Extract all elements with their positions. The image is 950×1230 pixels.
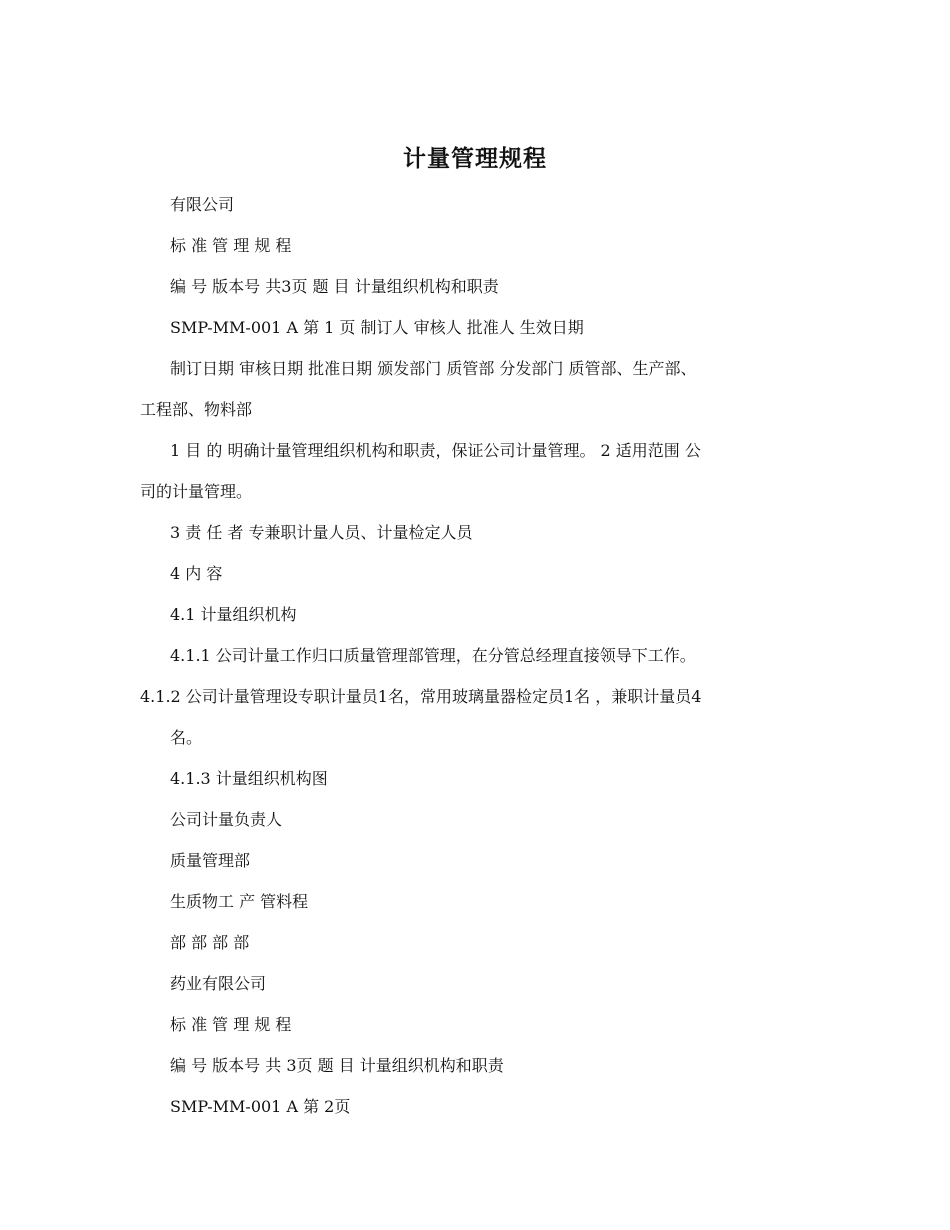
scope-continued-line: 司的计量管理。 [140, 482, 253, 501]
header-values-page2: SMP-MM-001 A 第 2页 [170, 1097, 351, 1116]
section-4-1-2-continued: 名。 [170, 728, 203, 747]
dates-departments-line: 制订日期 审核日期 批准日期 颁发部门 质管部 分发部门 质管部、生产部、 [170, 359, 697, 378]
purpose-scope-line: 1 目 的 明确计量管理组织机构和职责，保证公司计量管理。 2 适用范围 公 [170, 441, 701, 460]
section-4-1-2: 4.1.2 公司计量管理设专职计量员1名，常用玻璃量器检定员1名 ，兼职计量员4 [140, 687, 702, 706]
content-heading: 4 内 容 [170, 564, 223, 583]
responsible-line: 3 责 任 者 专兼职计量人员、计量检定人员 [170, 523, 473, 542]
header-fields-page2: 编 号 版本号 共 3页 题 目 计量组织机构和职责 [170, 1056, 504, 1075]
departments-continued-line: 工程部、物料部 [140, 400, 253, 419]
org-chart-departments-suffix: 部 部 部 部 [170, 933, 250, 952]
org-chart-top: 公司计量负责人 [170, 810, 283, 829]
org-chart-quality-dept: 质量管理部 [170, 851, 251, 870]
section-4-1-1: 4.1.1 公司计量工作归口质量管理部管理，在分管总经理直接领导下工作。 [170, 646, 696, 665]
header-values-line: SMP-MM-001 A 第 1 页 制订人 审核人 批准人 生效日期 [170, 318, 584, 337]
section-4-1-3: 4.1.3 计量组织机构图 [170, 769, 328, 788]
company-name-page2: 药业有限公司 [170, 974, 267, 993]
standard-header-line: 标 准 管 理 规 程 [170, 236, 292, 255]
header-fields-line: 编 号 版本号 共3页 题 目 计量组织机构和职责 [170, 277, 499, 296]
section-4-1-heading: 4.1 计量组织机构 [170, 605, 297, 624]
document-title: 计量管理规程 [403, 145, 547, 172]
org-chart-departments: 生质物工 产 管料程 [170, 892, 309, 911]
standard-header-page2: 标 准 管 理 规 程 [170, 1015, 292, 1034]
company-name-line: 有限公司 [170, 195, 235, 214]
document-body [140, 184, 820, 1127]
